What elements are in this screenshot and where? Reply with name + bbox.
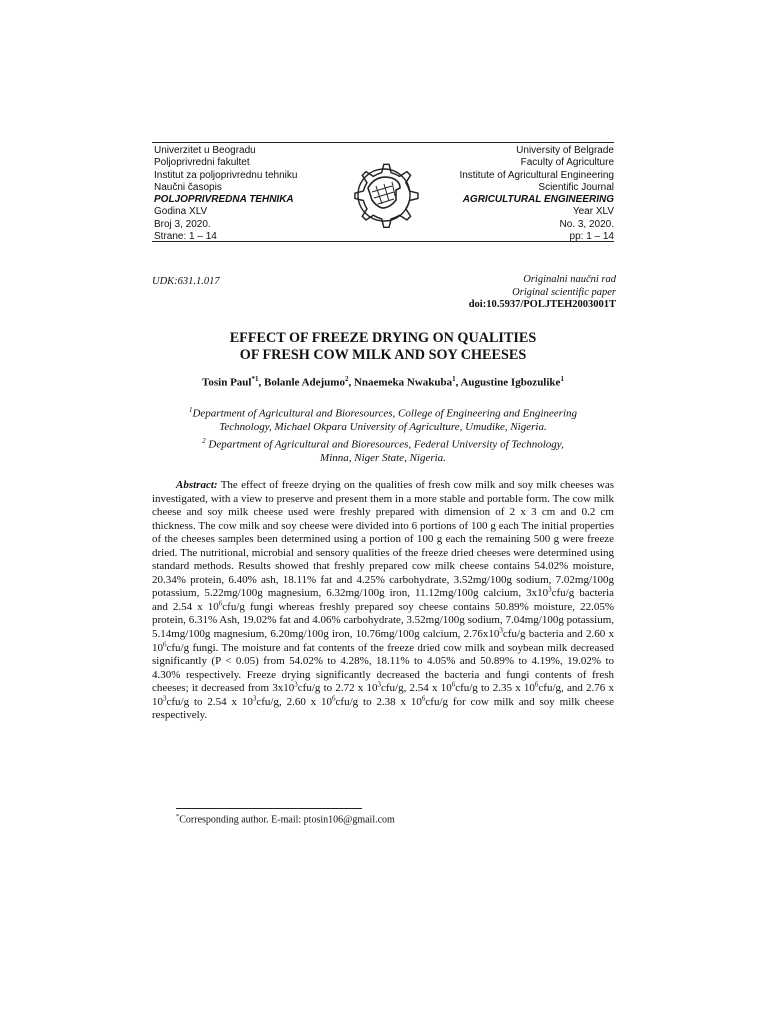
abstract-sup: 6 bbox=[163, 639, 167, 648]
abstract-sup: 3 bbox=[252, 694, 257, 703]
header-left-journal-name: POLJOPRIVREDNA TEHNIKA bbox=[154, 194, 294, 206]
header-right-issue: No. 3, 2020. bbox=[559, 218, 614, 230]
header-right-journal-name: AGRICULTURAL ENGINEERING bbox=[462, 194, 614, 206]
abstract-text: cfu/g bacteria and 2.60 x 10 bbox=[152, 628, 614, 654]
abstract-sup: 6 bbox=[332, 694, 336, 703]
footnote-rule bbox=[176, 808, 362, 809]
header-right-university: University of Belgrade bbox=[516, 145, 614, 156]
header-rule-top bbox=[152, 142, 614, 143]
affiliations bbox=[152, 404, 614, 465]
affiliation-1-line-2: Technology, Michael Okpara University of Agriculture, Umudike, Nigeria. bbox=[219, 421, 547, 434]
affiliation-2-marker: 2 bbox=[202, 436, 206, 445]
author-4-marker: 1 bbox=[560, 375, 564, 383]
abstract-text: cfu/g to 2.72 x 10 bbox=[297, 682, 378, 695]
author-2-marker: 2 bbox=[344, 375, 349, 383]
abstract-text: cfu/g, 2.60 x 10 bbox=[256, 695, 333, 708]
header-right-journal-type: Scientific Journal bbox=[538, 181, 614, 193]
footnote-text: Corresponding author. E-mail: ptosin106@gmail.com bbox=[179, 814, 395, 826]
title-line-1: EFFECT OF FREEZE DRYING ON QUALITIES bbox=[229, 330, 537, 346]
abstract-sup: 3 bbox=[294, 680, 298, 689]
abstract-text: cfu/g to 2.54 x 10 bbox=[166, 695, 253, 708]
abstract-sup: 6 bbox=[534, 680, 539, 689]
abstract bbox=[152, 479, 614, 723]
abstract-text: cfu/g fungi. The moisture and fat contents of the freeze dried cow milk and soybean milk decreased significantly (P < 0.05) from 54.02% to 4.28%, 18.11% to 4.05% and 50.89% to 4.19%, 19.02% to 4.30% respectively. Freeze drying significantly decreased the bacteria and fungi contents of fresh cheeses; it decreased from 3x10 bbox=[152, 641, 614, 695]
header-rule-bottom bbox=[152, 241, 614, 242]
paper-type-serbian: Originalni naučni rad bbox=[523, 274, 616, 285]
abstract-sup: 6 bbox=[421, 694, 426, 703]
header-left-institute: Institut za poljoprivrednu tehniku bbox=[154, 169, 298, 181]
abstract-text: cfu/g to 2.35 x 10 bbox=[455, 682, 535, 695]
footnote-marker: * bbox=[176, 813, 180, 820]
abstract-text: cfu/g bacteria and 2.54 x 10 bbox=[152, 587, 615, 613]
doi-link[interactable]: doi:10.5937/POLJTEH2003001T bbox=[468, 299, 616, 310]
page-title bbox=[152, 330, 614, 364]
abstract-text: cfu/g for cow milk and soy milk cheese respectively. bbox=[152, 695, 614, 722]
author-3: Nnaemeka Nwakuba bbox=[353, 376, 453, 389]
abstract-sup: 3 bbox=[548, 585, 552, 594]
affiliation-2-text-1: Department of Agricultural and Bioresources, Federal University of Technology, bbox=[205, 438, 564, 451]
paper-type-english: Original scientific paper bbox=[512, 286, 616, 298]
abstract-text: cfu/g, 2.54 x 10 bbox=[381, 682, 452, 695]
header-left-block bbox=[154, 145, 334, 243]
title-line-2: OF FRESH COW MILK AND SOY CHEESES bbox=[239, 347, 527, 363]
affiliation-2-line-2: Minna, Niger State, Nigeria. bbox=[320, 451, 446, 464]
udk-code: UDK:631.1.017 bbox=[152, 276, 220, 287]
abstract-paragraph bbox=[152, 479, 614, 723]
author-4: Augustine Igbozulike bbox=[460, 376, 561, 389]
abstract-sup: 3 bbox=[499, 626, 503, 635]
author-3-marker: 1 bbox=[452, 375, 456, 383]
abstract-text: cfu/g to 2.38 x 10 bbox=[335, 695, 422, 708]
paper-meta bbox=[469, 274, 616, 312]
abstract-text: cfu/g, and 2.76 x 10 bbox=[152, 682, 614, 708]
header-right-institute: Institute of Agricultural Engineering bbox=[459, 169, 614, 181]
author-2: Bolanle Adejumo bbox=[263, 376, 345, 389]
abstract-text: The effect of freeze drying on the qualities of fresh cow milk and soy milk cheeses was investigated, with a view to preserve and present them in a more stable and portable form. The cow milk cheese and soy milk cheese used were freshly prepared with dimension of 2 x 3 cm and 0.2 cm thickness. The cow milk and soy cheese were divided into 6 portions of 100 g each The initial properties of the cheeses samples been determined using a portion of 100 g each the remaining 500 g were freeze dried. The nutritional, microbial and sensory qualities of the freeze dried cheeses were determined using standard methods. Results showed that freshly prepared cow milk cheese contains 54.02% moisture, 20.34% protein, 6.40% ash, 18.11% fat and 4.25% carbohydrate, 3.52mg/100g sodium, 7.02mg/100g potassium, 5.22mg/100g magnesium, 6.32mg/100g iron, 11.12mg/100g calcium, 3x10 bbox=[152, 479, 614, 600]
abstract-text: cfu/g fungi whereas freshly prepared soy cheese contains 50.89% moisture, 22.05% protein, 6.31% Ash, 19.02% fat and 4.06% carbohydrate, 3.52mg/100g sodium, 7.04mg/100g potassium, 5.14mg/100g magnesium, 6.20mg/100g iron, 10.76mg/100g calcium, 2.76x10 bbox=[152, 600, 614, 641]
abstract-sup: 3 bbox=[163, 694, 167, 703]
header-left-pages: Strane: 1 – 14 bbox=[154, 231, 217, 243]
header-right-block bbox=[414, 145, 614, 243]
header-left-issue: Broj 3, 2020. bbox=[154, 218, 211, 230]
header-right-faculty: Faculty of Agriculture bbox=[520, 157, 614, 169]
header-right-year: Year XLV bbox=[572, 206, 614, 218]
header-left-journal-type: Naučni časopis bbox=[154, 181, 222, 193]
affiliation-2-line-1 bbox=[152, 435, 614, 452]
abstract-sup: 3 bbox=[377, 680, 381, 689]
header-left-university: Univerzitet u Beogradu bbox=[154, 145, 256, 156]
header-left-year: Godina XLV bbox=[154, 206, 208, 218]
abstract-label: Abstract: bbox=[176, 479, 218, 491]
header-right-pages: pp: 1 – 14 bbox=[569, 231, 614, 243]
abstract-sup: 6 bbox=[218, 599, 223, 608]
affiliation-1-text-1: Department of Agricultural and Bioresources, College of Engineering and Engineering bbox=[192, 407, 578, 420]
author-list: Tosin Paul$^{*1}$, Bolanle Adejumo$^2$, Nnaemeka Nwakuba$^1$, Augustine Igbozulike$^1$ bbox=[202, 375, 564, 389]
header-left-faculty: Poljoprivredni fakultet bbox=[154, 157, 250, 169]
affiliation-1-line-1 bbox=[152, 404, 614, 421]
author-1: Tosin Paul bbox=[202, 376, 252, 389]
author-1-marker: *1 bbox=[251, 375, 259, 383]
abstract-sup: 6 bbox=[451, 680, 456, 689]
footnote bbox=[176, 813, 395, 825]
affiliation-1-marker: 1 bbox=[188, 406, 193, 414]
